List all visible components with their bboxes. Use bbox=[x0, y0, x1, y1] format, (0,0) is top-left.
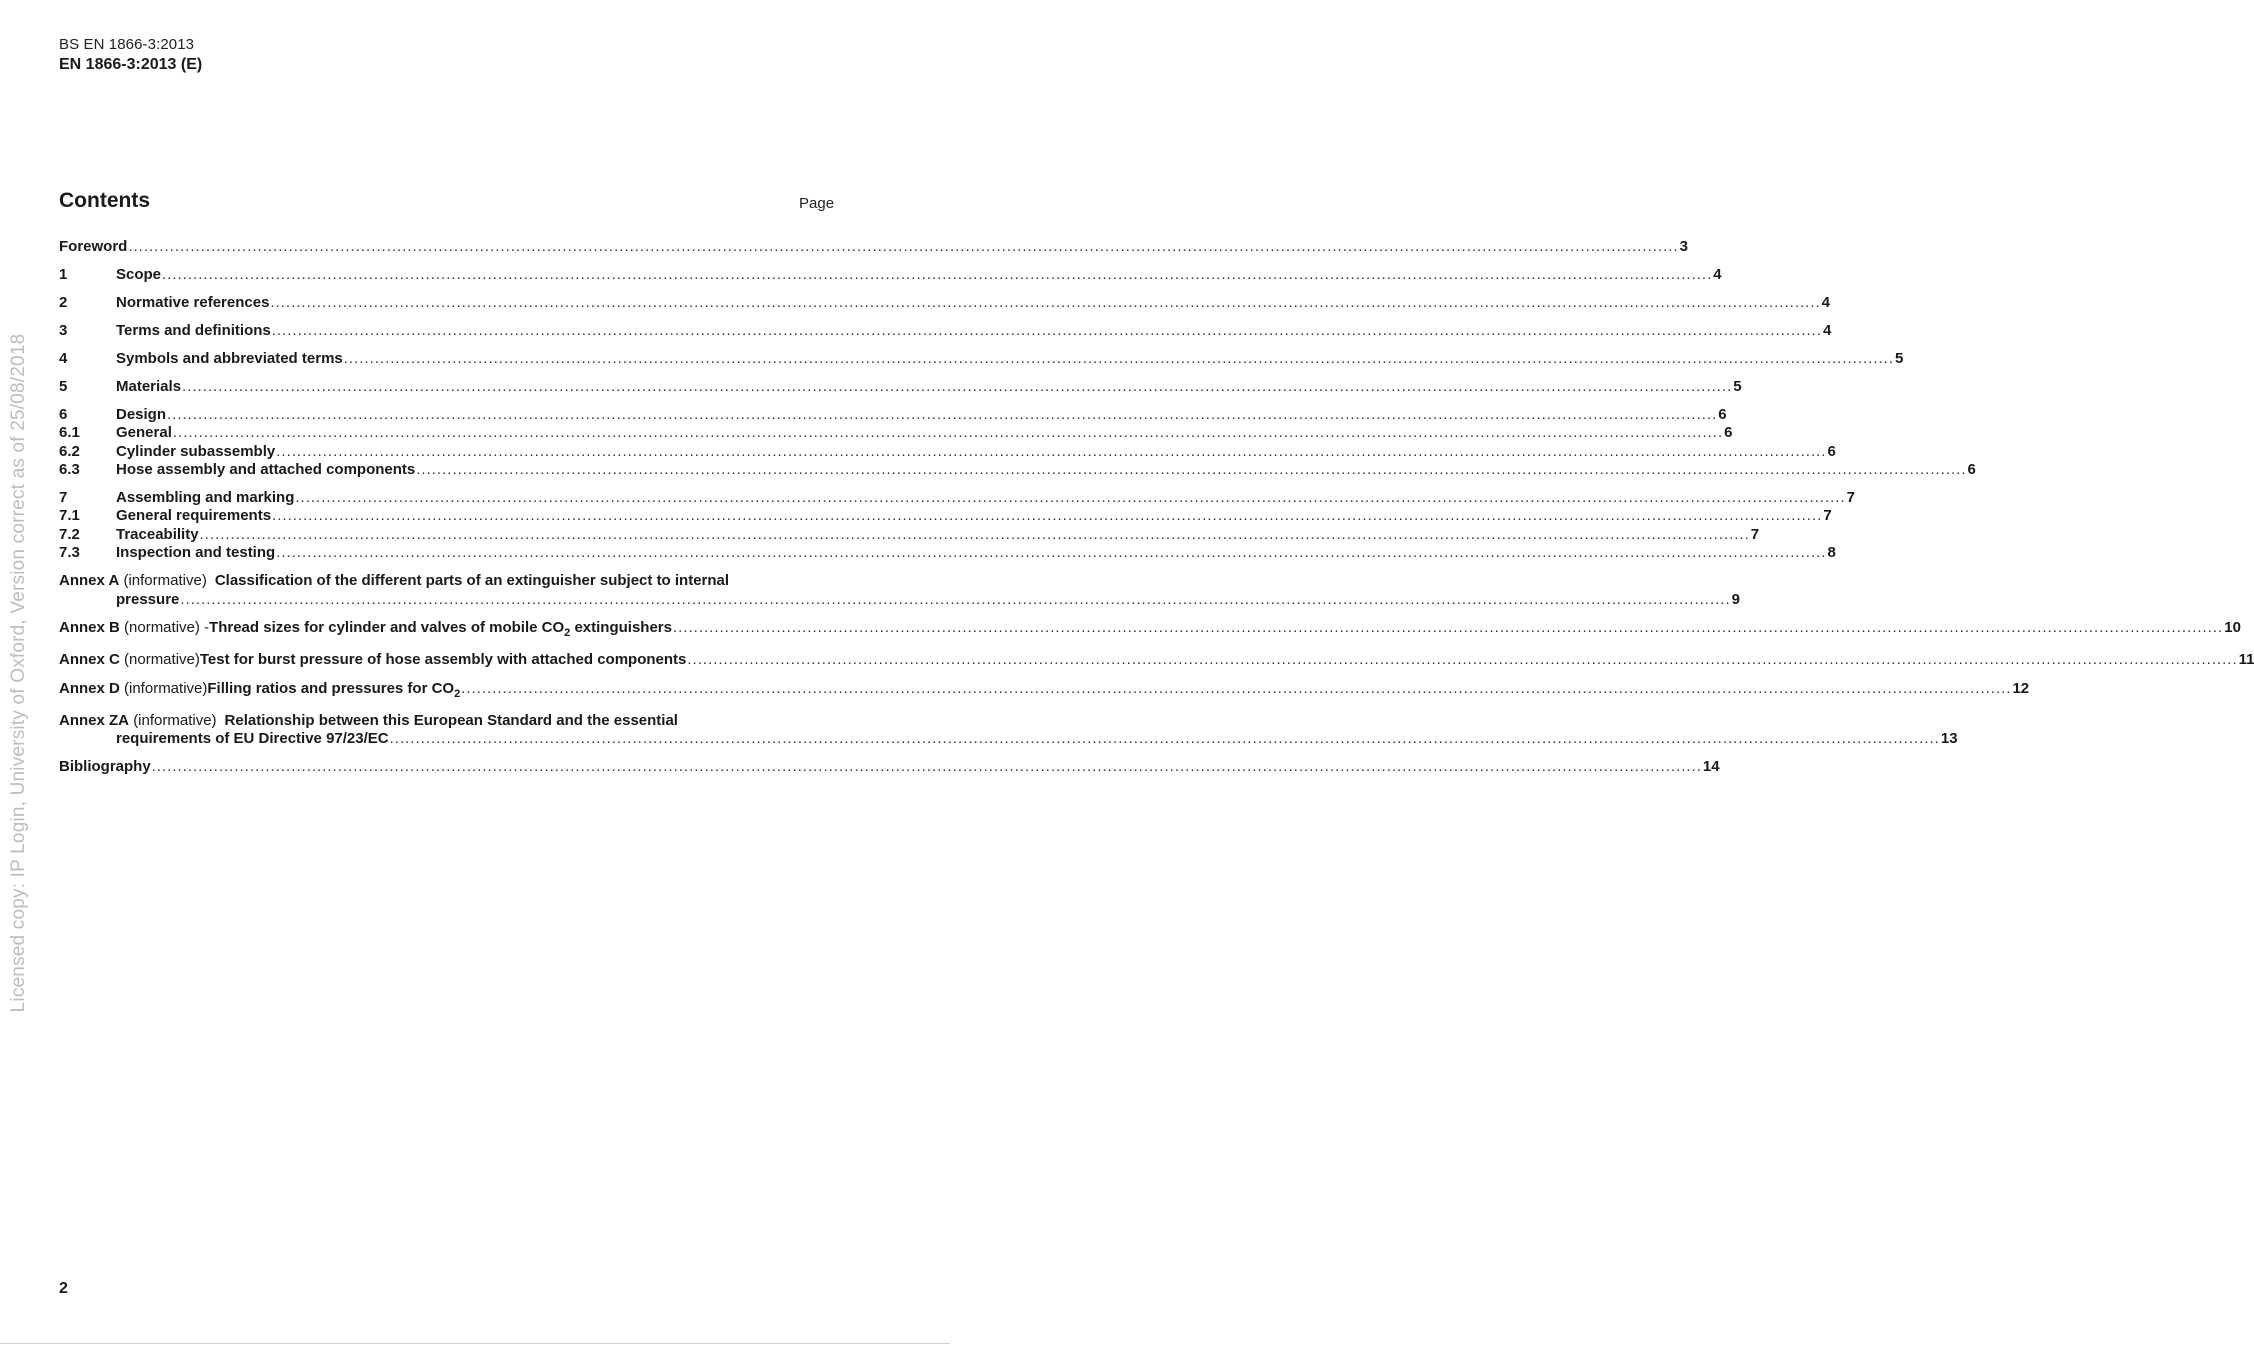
toc-entry-number: 7.2 bbox=[59, 526, 80, 543]
toc-annex-a[interactable] bbox=[59, 572, 837, 590]
toc-entry[interactable] bbox=[59, 526, 1760, 544]
page-column-label: Page bbox=[799, 195, 835, 212]
toc-entry-number: 7.1 bbox=[59, 507, 80, 524]
toc-entry-title: Design bbox=[116, 406, 167, 423]
toc-entry[interactable] bbox=[59, 544, 1836, 562]
toc-entry-title: Normative references bbox=[116, 294, 270, 311]
toc-entry-page: 14 bbox=[1702, 758, 1720, 775]
annex-type: (informative) bbox=[124, 680, 208, 697]
leader-dots: ............................................................................................................................................................................................................................................................................................................ bbox=[162, 266, 1713, 283]
toc-annex-za-cont[interactable] bbox=[59, 730, 1958, 748]
toc-entry[interactable] bbox=[59, 350, 1904, 368]
toc-entry-number: 3 bbox=[59, 322, 68, 339]
toc-entry-title: Materials bbox=[116, 378, 182, 395]
toc-entry-page: 12 bbox=[2012, 680, 2030, 697]
annex-label: Annex A bbox=[59, 572, 120, 589]
toc-entry[interactable] bbox=[59, 461, 1976, 479]
toc-entry-page: 10 bbox=[2224, 619, 2241, 636]
toc-entry-page: 4 bbox=[1823, 322, 1832, 339]
annex-title: Filling ratios and pressures for $CO_2$ bbox=[207, 680, 461, 700]
toc-entry-number: 5 bbox=[59, 378, 68, 395]
leader-dots: ............................................................................................................................................................................................................................................................................................................ bbox=[295, 489, 1846, 506]
toc-entry-number: 7.3 bbox=[59, 544, 80, 561]
toc-entry-page: 9 bbox=[1731, 591, 1740, 608]
toc-entry-number: 6.3 bbox=[59, 461, 80, 478]
leader-dots: ............................................................................................................................................................................................................................................................................................................ bbox=[182, 378, 1733, 395]
annex-title-continued: pressure bbox=[116, 591, 180, 608]
toc-entry-number: 2 bbox=[59, 294, 68, 311]
page-edge-divider bbox=[0, 1343, 950, 1344]
leader-dots: ............................................................................................................................................................................................................................................................................................................ bbox=[270, 294, 1821, 311]
toc-entry-title: General requirements bbox=[116, 507, 272, 524]
annex-label: Annex B bbox=[59, 619, 120, 636]
leader-dots: ............................................................................................................................................................................................................................................................................................................ bbox=[389, 730, 1940, 747]
toc-entry-bibliography[interactable] bbox=[59, 758, 1720, 776]
toc-entry-page: 5 bbox=[1895, 350, 1904, 367]
toc-entry[interactable] bbox=[59, 378, 1742, 396]
toc-entry-page: 13 bbox=[1940, 730, 1958, 747]
leader-dots: ............................................................................................................................................................................................................................................................................................................ bbox=[672, 619, 2224, 636]
leader-dots: ............................................................................................................................................................................................................................................................................................................ bbox=[167, 406, 1718, 423]
toc-entry[interactable] bbox=[59, 424, 1733, 442]
toc-entry-title: Symbols and abbreviated terms bbox=[116, 350, 343, 367]
subscript-2: 2 bbox=[564, 627, 571, 639]
toc-entry-page: 6 bbox=[1724, 424, 1733, 441]
toc-annex-c[interactable] bbox=[59, 651, 2254, 669]
license-watermark-text: Licensed copy: IP Login, University of Oxford, Version correct as of 25/08/2018 bbox=[8, 333, 29, 1013]
toc-annex-d[interactable] bbox=[59, 680, 2030, 700]
page-number: 2 bbox=[59, 1280, 68, 1297]
toc-entry[interactable] bbox=[59, 507, 1832, 525]
annex-title: Test for burst pressure of hose assembly with attached components bbox=[199, 651, 687, 668]
annex-type: (normative) bbox=[124, 619, 200, 636]
toc-entry-title: Hose assembly and attached components bbox=[116, 461, 416, 478]
toc-entry-page: 6 bbox=[1967, 461, 1976, 478]
toc-entry[interactable] bbox=[59, 294, 1831, 312]
toc-entry-title: Terms and definitions bbox=[116, 322, 271, 339]
toc-entry-page: 8 bbox=[1827, 544, 1836, 561]
annex-label: Annex D bbox=[59, 680, 120, 697]
toc-entry-number: 6.1 bbox=[59, 424, 80, 441]
toc-entry-page: 4 bbox=[1713, 266, 1722, 283]
leader-dots: ............................................................................................................................................................................................................................................................................................................ bbox=[461, 680, 2012, 697]
toc-entry-page: 7 bbox=[1846, 489, 1855, 506]
leader-dots: ............................................................................................................................................................................................................................................................................................................ bbox=[151, 758, 1702, 775]
toc-annex-za[interactable] bbox=[59, 712, 837, 730]
document-id-bs: BS EN 1866-3:2013 bbox=[59, 36, 195, 53]
annex-type: (informative) bbox=[123, 572, 207, 589]
toc-entry-number: 6 bbox=[59, 406, 68, 423]
toc-entry-title: Bibliography bbox=[59, 758, 151, 775]
leader-dots: ............................................................................................................................................................................................................................................................................................................ bbox=[343, 350, 1894, 367]
toc-entry-page: 11 bbox=[2238, 651, 2254, 668]
toc-entry-title: Assembling and marking bbox=[116, 489, 295, 506]
toc-entry-title: Inspection and testing bbox=[116, 544, 276, 561]
annex-type: (informative) bbox=[133, 712, 217, 729]
toc-entry-title: Scope bbox=[116, 266, 162, 283]
toc-entry-page: 7 bbox=[1823, 507, 1832, 524]
annex-title: Relationship between this European Standard and the essential bbox=[224, 712, 678, 729]
toc-entry-title: Cylinder subassembly bbox=[116, 443, 276, 460]
toc-entry-number: 4 bbox=[59, 350, 68, 367]
toc-entry-title: General bbox=[116, 424, 172, 441]
leader-dots: ............................................................................................................................................................................................................................................................................................................ bbox=[199, 526, 1750, 543]
annex-title: Classification of the different parts of an extinguisher subject to internal bbox=[214, 572, 730, 589]
annex-label: Annex C bbox=[59, 651, 120, 668]
toc-entry-page: 7 bbox=[1750, 526, 1760, 543]
toc-entry[interactable] bbox=[59, 322, 1832, 340]
leader-dots: ............................................................................................................................................................................................................................................................................................................ bbox=[276, 443, 1827, 460]
leader-dots: ............................................................................................................................................................................................................................................................................................................ bbox=[271, 322, 1822, 339]
toc-annex-b[interactable] bbox=[59, 619, 2241, 639]
toc-entry-page: 3 bbox=[1679, 238, 1688, 255]
toc-entry[interactable] bbox=[59, 406, 1727, 424]
subscript-2: 2 bbox=[454, 688, 461, 700]
toc-entry-title: Foreword bbox=[59, 238, 128, 255]
toc-entry-foreword[interactable] bbox=[59, 238, 1688, 256]
toc-entry-page: 6 bbox=[1827, 443, 1836, 460]
toc-entry[interactable] bbox=[59, 489, 1855, 507]
leader-dots: ............................................................................................................................................................................................................................................................................................................ bbox=[128, 238, 1679, 255]
leader-dots: ............................................................................................................................................................................................................................................................................................................ bbox=[276, 544, 1827, 561]
leader-dots: ............................................................................................................................................................................................................................................................................................................ bbox=[416, 461, 1967, 478]
toc-entry-page: 5 bbox=[1733, 378, 1742, 395]
annex-title-continued: requirements of EU Directive 97/23/EC bbox=[116, 730, 389, 747]
annex-type: (normative) bbox=[124, 651, 200, 668]
toc-entry-title: Traceability bbox=[116, 526, 199, 543]
leader-dots: ............................................................................................................................................................................................................................................................................................................ bbox=[172, 424, 1724, 441]
document-id-en: EN 1866-3:2013 (E) bbox=[59, 56, 203, 73]
leader-dots: ............................................................................................................................................................................................................................................................................................................ bbox=[272, 507, 1823, 524]
contents-title: Contents bbox=[59, 189, 150, 212]
toc-entry-number: 7 bbox=[59, 489, 68, 506]
annex-dash: - bbox=[204, 619, 210, 636]
toc-entry-page: 4 bbox=[1821, 294, 1831, 311]
leader-dots: ............................................................................................................................................................................................................................................................................................................ bbox=[180, 591, 1731, 608]
toc-annex-a-cont[interactable] bbox=[59, 591, 1740, 609]
toc-entry[interactable] bbox=[59, 266, 1722, 284]
toc-entry-page: 6 bbox=[1718, 406, 1727, 423]
toc-entry-number: 6.2 bbox=[59, 443, 80, 460]
leader-dots: ............................................................................................................................................................................................................................................................................................................ bbox=[687, 651, 2238, 668]
annex-label: Annex ZA bbox=[59, 712, 130, 729]
toc-entry-number: 1 bbox=[59, 266, 68, 283]
toc-entry[interactable] bbox=[59, 443, 1836, 461]
annex-title: Thread sizes for cylinder and valves of mobile $CO_2$ extinguishers bbox=[209, 619, 672, 639]
